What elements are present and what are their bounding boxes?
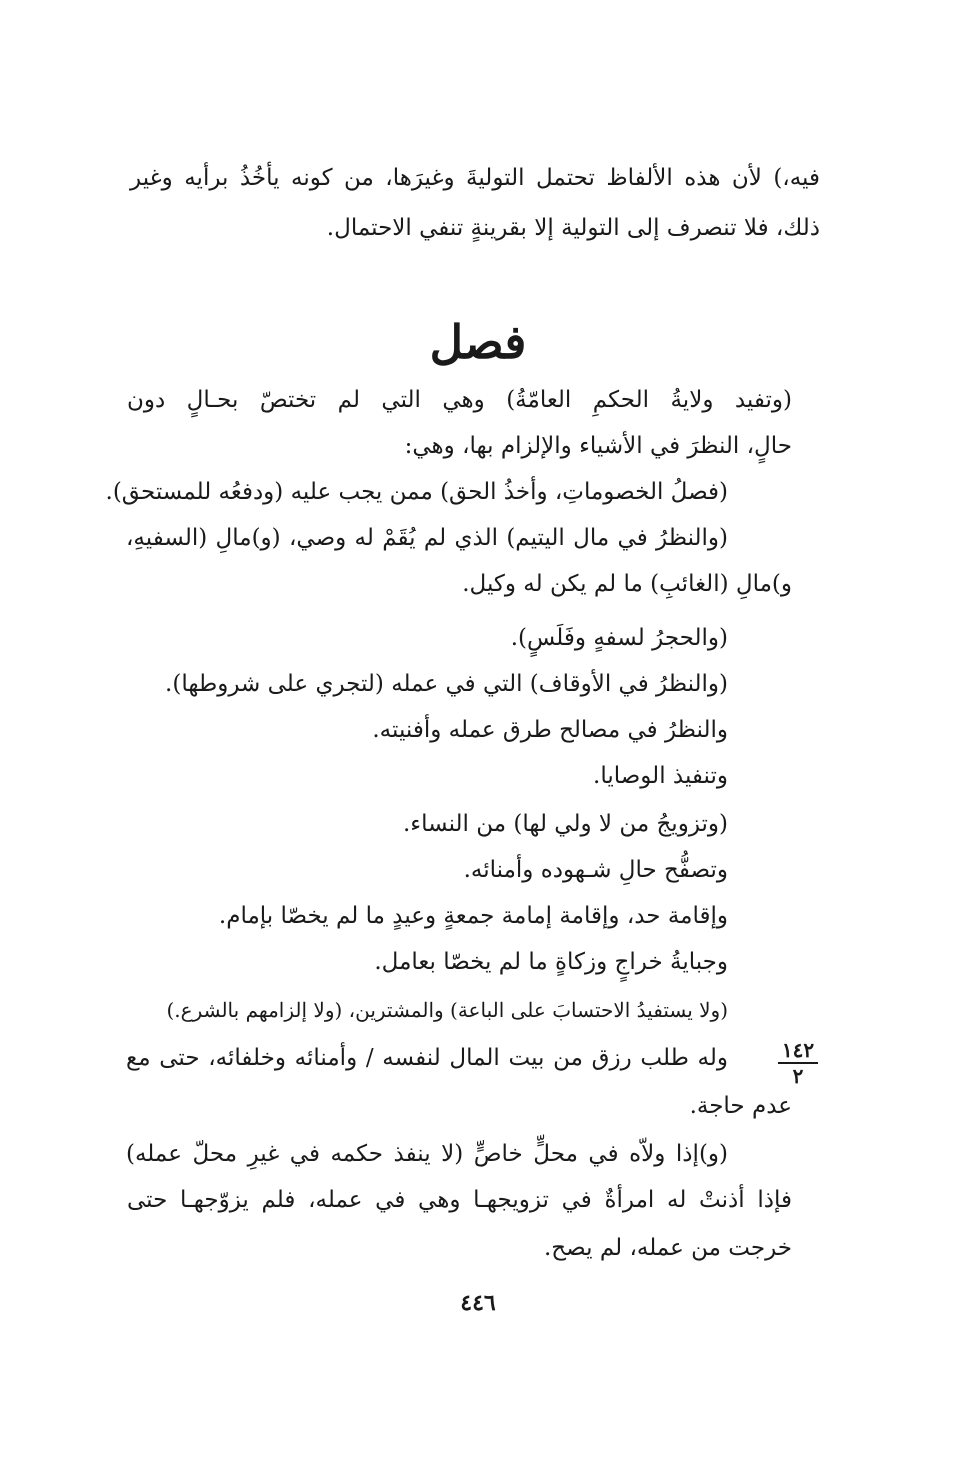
- body-line-1: (وتفيد ولايةُ الحكمِ العامّةُ) وهي التي لم تختصّ بحـالٍ دون: [127, 387, 792, 413]
- body-line-12: وإقامة حد، وإقامة إمامة جمعةٍ وعيدٍ ما لم يخصّا بإمام.: [218, 903, 728, 929]
- margin-note-denominator: ٢: [792, 1064, 804, 1088]
- body-line-8: والنظرُ في مصالح طرق عمله وأفنيته.: [372, 717, 728, 743]
- intro-line-2: ذلك، فلا تنصرف إلى التولية إلا بقرينةٍ تنفي الاحتمال.: [326, 215, 820, 241]
- body-line-17: (و)إذا ولاّه في محلٍّ خاصٍّ (لا ينفذ حكمه في غيرِ محلّ عمله): [126, 1141, 728, 1167]
- section-heading: فصل: [429, 315, 527, 369]
- body-line-19: خرجت من عمله، لم يصح.: [544, 1235, 792, 1261]
- body-line-9: وتنفيذ الوصايا.: [593, 763, 728, 789]
- page-number: ٤٤٦: [460, 1290, 496, 1316]
- body-line-10: (وتزويجُ من لا ولي لها) من النساء.: [402, 811, 728, 837]
- body-line-15: وله طلب رزق من بيت المال لنفسه / وأمنائه وخلفائه، حتى مع: [126, 1045, 728, 1071]
- margin-note-numerator: ١٤٢: [778, 1040, 818, 1064]
- body-line-3: (فصلُ الخصوماتِ، وأخذُ الحق) ممن يجب عليه (ودفعُه للمستحق).: [105, 479, 728, 505]
- body-line-4: (والنظرُ في مال اليتيم) الذي لم يُقَمْ له وصي، (و)مالِ (السفيهِ،: [126, 525, 728, 551]
- body-line-13: وجبايةُ خراجٍ وزكاةٍ ما لم يخصّا بعامل.: [374, 949, 728, 975]
- margin-folio-note: [778, 1040, 818, 1086]
- body-line-6: (والحجرُ لسفهٍ وفَلَسٍ).: [510, 625, 728, 651]
- body-line-11: وتصفُّح حالِ شـهوده وأمنائه.: [463, 857, 728, 883]
- body-line-16: عدم حاجة.: [689, 1093, 792, 1119]
- intro-line-1: فيه،) لأن هذه الألفاظ تحتمل التوليةَ وغيرَها، من كونه يأخُذُ برأيه وغير: [130, 165, 820, 191]
- body-line-7: (والنظرُ في الأوقاف) التي في عمله (لتجري على شروطها).: [165, 671, 728, 697]
- body-line-2: حالٍ، النظرَ في الأشياء والإلزام بها، وهي:: [404, 433, 792, 459]
- body-line-14: (ولا يستفيدُ الاحتسابَ على الباعة) والمشترين، (ولا إلزامهم بالشرع.): [166, 998, 728, 1022]
- body-line-18: فإذا أذنتْ له امرأةٌ في تزويجهـا وهي في عمله، فلم يزوّجهـا حتى: [127, 1187, 792, 1213]
- body-line-5: و)مالِ (الغائبِ) ما لم يكن له وكيل.: [462, 571, 792, 597]
